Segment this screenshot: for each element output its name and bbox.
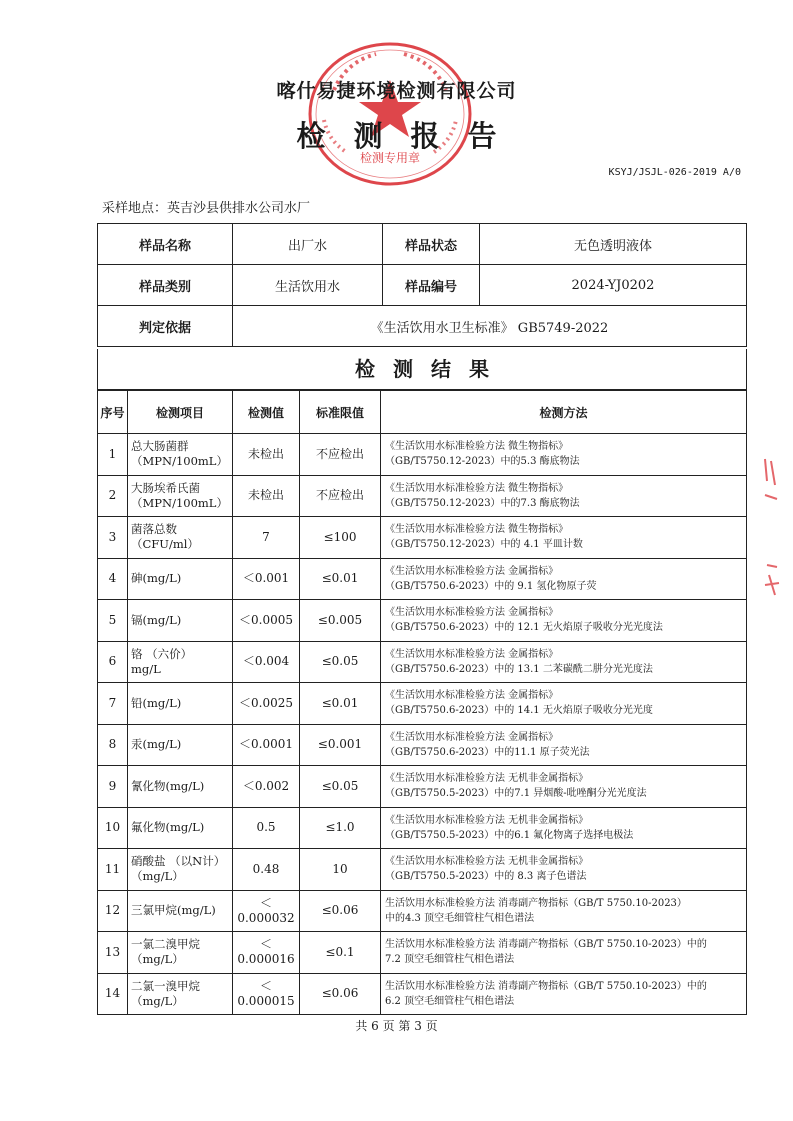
standard-limit: 10	[300, 849, 381, 891]
test-method	[381, 890, 747, 932]
header-method: 检测方法	[381, 391, 747, 434]
sample-name-value: 出厂水	[233, 224, 383, 265]
test-item-line: 二氯一溴甲烷	[131, 978, 200, 993]
test-item	[128, 683, 233, 725]
test-method-line: （GB/T5750.12-2023）中的 4.1 平皿计数	[385, 539, 583, 551]
row-number: 10	[98, 807, 128, 849]
results-table-body	[98, 434, 747, 1015]
table-row	[98, 641, 747, 683]
test-method	[381, 641, 747, 683]
standard-limit: ≤0.001	[300, 724, 381, 766]
table-row	[98, 517, 747, 559]
test-item-line: 氰化物(mg/L)	[131, 778, 205, 793]
test-value: ＜0.000016	[233, 932, 300, 974]
document-number: KSYJ/JSJL-026-2019 A/0	[608, 167, 741, 178]
test-method	[381, 973, 747, 1015]
test-value: ＜0.000032	[233, 890, 300, 932]
test-item	[128, 932, 233, 974]
seal-text: 检测专用章	[359, 151, 421, 165]
test-method	[381, 434, 747, 476]
standard-limit: ≤0.05	[300, 766, 381, 808]
test-method-line: 《生活饮用水标准检验方法 无机非金属指标》	[385, 773, 589, 785]
test-method	[381, 932, 747, 974]
sample-name-label: 样品名称	[98, 224, 233, 265]
test-value: ＜0.0005	[233, 600, 300, 642]
test-method	[381, 724, 747, 766]
table-row	[98, 434, 747, 476]
test-item	[128, 558, 233, 600]
test-item-line: 铬 （六价）	[131, 646, 193, 661]
test-method-line: 6.2 顶空毛细管柱气相色谱法	[385, 995, 515, 1007]
standard-limit: 不应检出	[300, 475, 381, 517]
test-method	[381, 558, 747, 600]
test-item	[128, 890, 233, 932]
sample-category-label: 样品类别	[98, 265, 233, 306]
test-method	[381, 683, 747, 725]
row-number: 13	[98, 932, 128, 974]
table-row	[98, 973, 747, 1015]
test-item-line: （mg/L）	[131, 952, 184, 967]
standard-limit: ≤0.01	[300, 558, 381, 600]
table-row	[98, 890, 747, 932]
standard-limit: ≤0.005	[300, 600, 381, 642]
header-limit: 标准限值	[300, 391, 381, 434]
test-item-line: 硝酸盐 （以N计）	[131, 854, 226, 869]
row-number: 9	[98, 766, 128, 808]
results-table	[97, 390, 747, 1015]
test-item-line: mg/L	[131, 661, 161, 676]
test-value: ＜0.0025	[233, 683, 300, 725]
test-value: 0.48	[233, 849, 300, 891]
test-item-line: 大肠埃希氏菌	[131, 480, 200, 495]
standard-limit: ≤0.01	[300, 683, 381, 725]
test-method-line: 《生活饮用水标准检验方法 金属指标》	[385, 565, 559, 577]
test-method	[381, 517, 747, 559]
test-method-line: 《生活饮用水标准检验方法 金属指标》	[385, 690, 559, 702]
row-number: 2	[98, 475, 128, 517]
company-name: 喀什易捷环境检测有限公司	[276, 80, 517, 102]
test-method-line: 《生活饮用水标准检验方法 金属指标》	[385, 648, 559, 660]
table-row	[98, 600, 747, 642]
standard-limit: ≤0.05	[300, 641, 381, 683]
test-value: ＜0.004	[233, 641, 300, 683]
test-method-line: （GB/T5750.6-2023）中的11.1 原子荧光法	[385, 746, 590, 758]
test-value: ＜0.002	[233, 766, 300, 808]
test-value: 0.5	[233, 807, 300, 849]
sampling-site	[102, 197, 310, 216]
test-method-line: 中的4.3 顶空毛细管柱气相色谱法	[385, 912, 535, 924]
test-method-line: （GB/T5750.6-2023）中的 9.1 氢化物原子荧	[385, 580, 597, 592]
page-footer: 共 6 页 第 3 页	[355, 1019, 438, 1033]
standard-limit: ≤0.06	[300, 973, 381, 1015]
sample-number-label: 样品编号	[383, 265, 480, 306]
test-item-line: （mg/L）	[131, 869, 184, 884]
test-method-line: 《生活饮用水标准检验方法 无机非金属指标》	[385, 856, 589, 868]
test-method-line: （GB/T5750.12-2023）中的7.3 酶底物法	[385, 497, 580, 509]
table-row	[98, 724, 747, 766]
sampling-site-label: 采样地点：	[102, 201, 168, 216]
sample-state-label: 样品状态	[383, 224, 480, 265]
test-item	[128, 641, 233, 683]
test-method	[381, 475, 747, 517]
test-item	[128, 973, 233, 1015]
test-method-line: 生活饮用水标准检验方法 消毒副产物指标（GB/T 5750.10-2023）中的	[385, 980, 707, 992]
standard-limit: ≤0.06	[300, 890, 381, 932]
row-number: 5	[98, 600, 128, 642]
test-item	[128, 807, 233, 849]
test-method-line: （GB/T5750.6-2023）中的 13.1 二苯碳酰二肼分光光度法	[385, 663, 653, 675]
test-method-line: （GB/T5750.5-2023）中的6.1 氟化物离子选择电极法	[385, 829, 634, 841]
standard-limit: ≤100	[300, 517, 381, 559]
test-method-line: （GB/T5750.5-2023）中的 8.3 离子色谱法	[385, 871, 587, 883]
test-value: 未检出	[233, 434, 300, 476]
table-row	[98, 932, 747, 974]
row-number: 1	[98, 434, 128, 476]
results-section-title: 检测结果	[97, 349, 747, 390]
standard-limit: ≤1.0	[300, 807, 381, 849]
test-item-line: （CFU/ml）	[131, 537, 199, 552]
table-row	[98, 683, 747, 725]
page-edge-stamp-fragment	[761, 455, 783, 605]
test-method	[381, 600, 747, 642]
row-number: 6	[98, 641, 128, 683]
row-number: 14	[98, 973, 128, 1015]
row-number: 7	[98, 683, 128, 725]
sample-number-value: 2024-YJ0202	[480, 265, 747, 306]
header-value: 检测值	[233, 391, 300, 434]
header-no: 序号	[98, 391, 128, 434]
test-value: ＜0.001	[233, 558, 300, 600]
table-row	[98, 849, 747, 891]
test-method	[381, 766, 747, 808]
test-item	[128, 600, 233, 642]
sampling-site-value: 英吉沙县供排水公司水厂	[167, 201, 311, 216]
test-method-line: 《生活饮用水标准检验方法 微生物指标》	[385, 524, 569, 536]
test-method-line: 生活饮用水标准检验方法 消毒副产物指标（GB/T 5750.10-2023）	[385, 897, 687, 909]
judgement-basis-value: 《生活饮用水卫生标准》 GB5749-2022	[233, 306, 747, 347]
test-method	[381, 849, 747, 891]
test-item	[128, 434, 233, 476]
report-title: 检测报告	[296, 119, 525, 153]
test-value: ＜0.000015	[233, 973, 300, 1015]
test-item-line: （MPN/100mL）	[131, 495, 228, 510]
test-method-line: 《生活饮用水标准检验方法 金属指标》	[385, 607, 559, 619]
sample-category-value: 生活饮用水	[233, 265, 383, 306]
standard-limit: 不应检出	[300, 434, 381, 476]
test-item	[128, 517, 233, 559]
test-item-line: 总大肠菌群	[131, 439, 189, 454]
test-method-line: 《生活饮用水标准检验方法 微生物指标》	[385, 441, 569, 453]
sample-state-value: 无色透明液体	[480, 224, 747, 265]
test-item-line: 汞(mg/L)	[131, 737, 182, 752]
row-number: 4	[98, 558, 128, 600]
table-row	[98, 807, 747, 849]
judgement-basis-label: 判定依据	[98, 306, 233, 347]
test-item-line: 镉(mg/L)	[131, 612, 182, 627]
table-row	[98, 558, 747, 600]
test-method-line: （GB/T5750.12-2023）中的5.3 酶底物法	[385, 456, 580, 468]
test-item-line: 砷(mg/L)	[131, 571, 182, 586]
test-method-line: 《生活饮用水标准检验方法 微生物指标》	[385, 482, 569, 494]
test-method-line: （GB/T5750.6-2023）中的 12.1 无火焰原子吸收分光光度法	[385, 622, 663, 634]
test-method-line: 《生活饮用水标准检验方法 金属指标》	[385, 731, 559, 743]
row-number: 12	[98, 890, 128, 932]
test-value: ＜0.0001	[233, 724, 300, 766]
table-row	[98, 475, 747, 517]
test-method-line: 《生活饮用水标准检验方法 无机非金属指标》	[385, 814, 589, 826]
test-method-line: 生活饮用水标准检验方法 消毒副产物指标（GB/T 5750.10-2023）中的	[385, 939, 707, 951]
sample-info-table	[97, 223, 747, 347]
row-number: 3	[98, 517, 128, 559]
test-item-line: 铅(mg/L)	[131, 695, 182, 710]
test-value: 7	[233, 517, 300, 559]
test-item	[128, 475, 233, 517]
test-method	[381, 807, 747, 849]
standard-limit: ≤0.1	[300, 932, 381, 974]
test-item-line: 一氯二溴甲烷	[131, 937, 200, 952]
test-item-line: 三氯甲烷(mg/L)	[131, 903, 216, 918]
test-method-line: （GB/T5750.6-2023）中的 14.1 无火焰原子吸收分光光度	[385, 705, 653, 717]
test-item-line: 氟化物(mg/L)	[131, 820, 205, 835]
test-value: 未检出	[233, 475, 300, 517]
test-item-line: （mg/L）	[131, 993, 184, 1008]
table-row	[98, 766, 747, 808]
header-item: 检测项目	[128, 391, 233, 434]
test-item	[128, 849, 233, 891]
test-method-line: （GB/T5750.5-2023）中的7.1 异烟酸-吡唑酮分光光度法	[385, 788, 647, 800]
row-number: 11	[98, 849, 128, 891]
test-item-line: （MPN/100mL）	[131, 454, 228, 469]
test-item-line: 菌落总数	[131, 522, 177, 537]
test-item	[128, 766, 233, 808]
row-number: 8	[98, 724, 128, 766]
test-item	[128, 724, 233, 766]
test-method-line: 7.2 顶空毛细管柱气相色谱法	[385, 954, 515, 966]
